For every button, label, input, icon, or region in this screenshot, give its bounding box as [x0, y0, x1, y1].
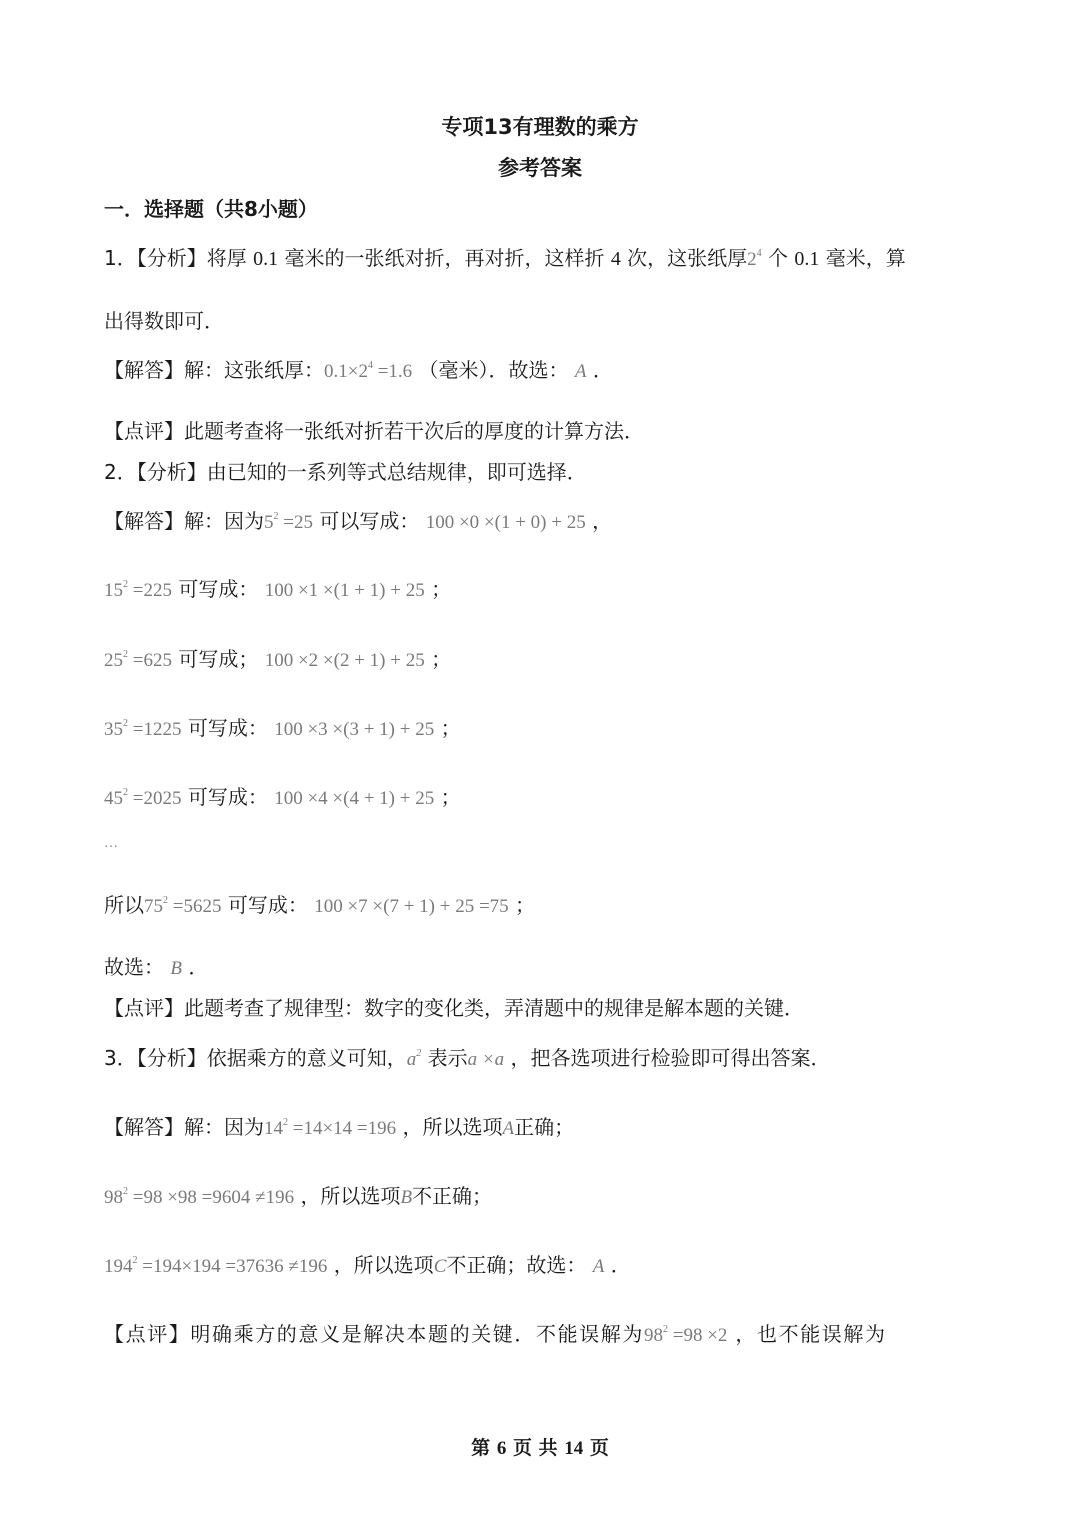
q2-conclusion-formula: $75^2 =5625$ [144, 895, 222, 917]
page-subtitle: 参考答案 [498, 156, 582, 180]
footer-total-pages: 14 [564, 1438, 584, 1459]
q2-row-formula: $15^2 =225$ [104, 579, 172, 601]
q2-row-expression: 100 ×2 ×(2 + 1) + 25 [264, 650, 425, 671]
q2-pattern-row [104, 779, 461, 813]
q1-power-formula: $2^4$ [747, 248, 762, 270]
q2-answer [104, 503, 612, 537]
q2-comment: 【点评】此题考查了规律型：数字的变化类，弄清题中的规律是解本题的关键． [104, 996, 804, 1020]
q2-choose-end: ． [188, 955, 209, 979]
q3-answer [104, 1109, 574, 1143]
q3-check-choice: C [433, 1256, 447, 1277]
q1-answer-text: 【解答】解：这张纸厚： [104, 358, 324, 382]
q3-check-text: ，所以选项 [333, 1253, 434, 1277]
q1-comment: 【点评】此题考查将一张纸对折若干次后的厚度的计算方法． [104, 419, 644, 443]
q3-check-text: 不正确；故选： [446, 1253, 587, 1277]
q2-row-formula: $25^2 =625$ [104, 649, 172, 671]
q3-answer-text: 正确； [514, 1115, 575, 1139]
q3-check-text: ，所以选项 [300, 1184, 401, 1208]
q2-row-end: ； [431, 647, 452, 671]
q3-comment-formula: $98^2 =98 \times 2$ [644, 1324, 728, 1346]
q2-answer-formula: $5^2 =25$ [264, 511, 313, 533]
q2-row-end: ； [440, 785, 461, 809]
q3-comment [104, 1316, 887, 1350]
q2-answer-expression: 100 ×0 ×(1 + 0) + 25 [425, 512, 586, 533]
q3-check-formula: $194^2 =194\times 194 =37636 \ne 196$ [104, 1255, 328, 1277]
q3-answer-formula: $14^2 =14\times 14 =196$ [264, 1117, 397, 1139]
q1-answer [104, 352, 613, 386]
q3-answer-choice: A [502, 1118, 515, 1139]
q2-row-label: 可写成： [178, 577, 259, 601]
page-footer [0, 1434, 1080, 1463]
q3-check-formula: $98^2 =98 \times 98 =9604 \ne 196$ [104, 1186, 295, 1208]
footer-text: 页 [589, 1437, 609, 1459]
q2-row-label: 可写成： [187, 716, 268, 740]
q3-analysis-text: ，把各选项进行检验即可得出答案． [510, 1046, 831, 1070]
q2-row-formula: $45^2 =2025$ [104, 787, 182, 809]
q1-analysis-number: 4 [610, 248, 621, 270]
q2-row-end: ； [431, 577, 452, 601]
q2-pattern-row [104, 641, 451, 675]
q2-row-label: 可写成； [178, 647, 259, 671]
q2-pattern-row [104, 710, 461, 744]
q2-conclusion-text: 可写成： [227, 893, 308, 917]
footer-text: 页 共 [512, 1437, 558, 1459]
q2-analysis: 2．【分析】由已知的一系列等式总结规律，即可选择． [104, 460, 587, 484]
q3-check-choice: B [400, 1187, 413, 1208]
q2-choose [104, 953, 208, 983]
q1-analysis [104, 240, 906, 274]
q3-answer-text: 【解答】解：因为 [104, 1115, 264, 1139]
q2-row-expression: 100 ×3 ×(3 + 1) + 25 [274, 719, 435, 740]
q3-analysis-text: 3．【分析】依据乘方的意义可知， [104, 1046, 407, 1070]
q2-choose-text: 故选： [104, 955, 164, 979]
q2-answer-text: 可以写成： [319, 509, 420, 533]
q1-analysis-text: 1．【分析】将厚 [104, 246, 247, 270]
q3-analysis-power: $a^2$ [406, 1048, 422, 1070]
q3-check-c [104, 1247, 631, 1281]
q3-answer-text: ，所以选项 [402, 1115, 503, 1139]
footer-page-number: 6 [496, 1438, 507, 1459]
q2-conclusion-end: ； [515, 893, 536, 917]
q1-analysis-number: 0.1 [794, 248, 820, 270]
q2-row-expression: 100 ×1 ×(1 + 1) + 25 [264, 580, 425, 601]
page-title: 专项13有理数的乘方 [441, 115, 639, 139]
q2-choose-choice: B [170, 958, 182, 979]
q3-analysis-text: 表示 [427, 1046, 468, 1070]
q1-answer-formula: $0.1\times 2^4 =1.6$ [324, 360, 413, 382]
section-heading: 一．选择题（共8小题） [104, 197, 318, 221]
q3-analysis-formula: a ×a [467, 1049, 505, 1070]
q2-row-formula: $35^2 =1225$ [104, 718, 182, 740]
q2-conclusion-text: 所以 [104, 893, 144, 917]
q3-check-end: ． [610, 1253, 631, 1277]
q3-comment-text: 【点评】明确乘方的意义是解决本题的关键．不能误解为 [104, 1322, 644, 1346]
q2-row-label: 可写成： [187, 785, 268, 809]
q3-check-text: 不正确； [412, 1184, 493, 1208]
q3-final-answer: A [592, 1256, 605, 1277]
q1-analysis-continued: 出得数即可． [104, 309, 224, 333]
q1-analysis-text: 毫米的一张纸对折，再对折，这样折 [284, 246, 605, 270]
q3-analysis [104, 1040, 831, 1074]
q1-analysis-text: 毫米，算 [825, 246, 906, 270]
q1-analysis-text: 次，这张纸厚 [627, 246, 748, 270]
q2-answer-text: 【解答】解：因为 [104, 509, 264, 533]
q1-analysis-text: 个 [768, 246, 789, 270]
q3-comment-text: ，也不能误解为 [735, 1322, 887, 1346]
q1-answer-text: （毫米）．故选： [418, 358, 569, 382]
q1-analysis-number: 0.1 [253, 248, 279, 270]
q2-row-end: ； [440, 716, 461, 740]
q1-answer-choice: A [574, 361, 587, 382]
q2-ellipsis: … [104, 836, 118, 851]
q2-pattern-row [104, 571, 451, 605]
q2-conclusion-expression: 100 ×7 ×(7 + 1) + 25 =75 [314, 896, 509, 917]
q2-answer-end: ， [592, 509, 613, 533]
q2-conclusion [104, 887, 535, 921]
footer-text: 第 [471, 1437, 491, 1459]
q2-row-expression: 100 ×4 ×(4 + 1) + 25 [274, 788, 435, 809]
q1-answer-end: ． [592, 358, 613, 382]
q3-check-b [104, 1178, 492, 1212]
